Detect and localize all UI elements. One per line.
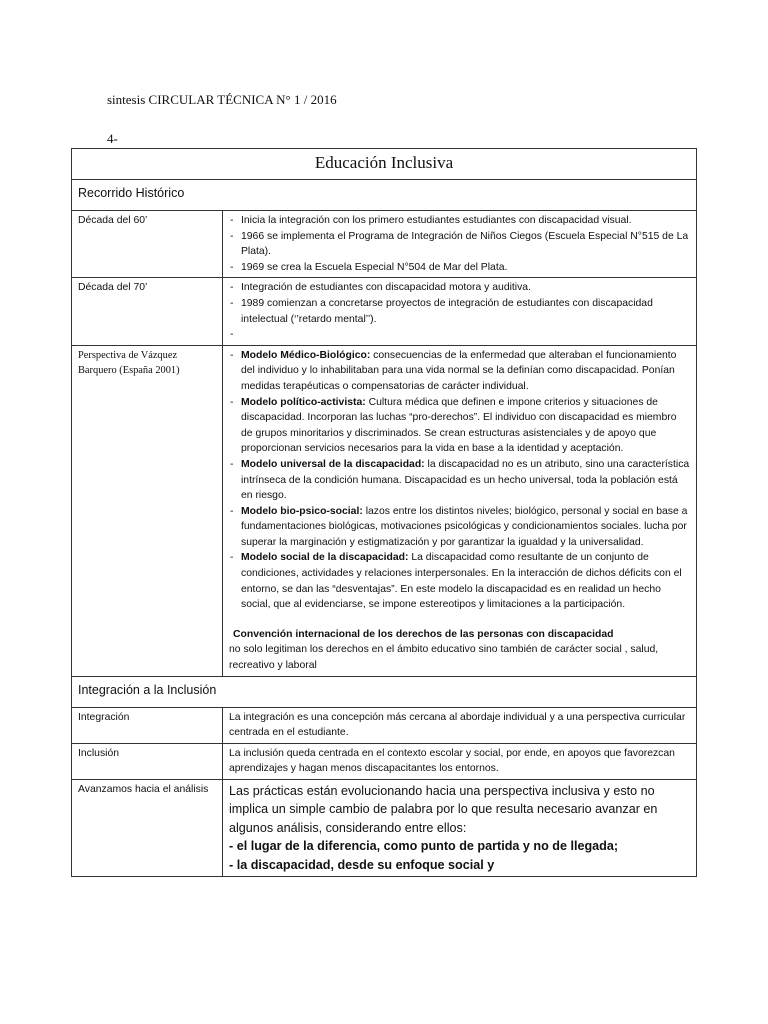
list-item	[229, 504, 690, 551]
row-label-decada-60: Década del 60’	[72, 211, 223, 278]
row-label-integracion: Integración	[72, 707, 223, 743]
table-row	[72, 780, 697, 877]
row-label-decada-70: Década del 70’	[72, 278, 223, 345]
model-name: Modelo bio-psico-social:	[241, 505, 363, 517]
list-item	[229, 457, 690, 504]
document-header: sintesis CIRCULAR TÉCNICA N° 1 / 2016	[107, 92, 337, 107]
list-item	[229, 550, 690, 612]
row-label-analisis: Avanzamos hacia el análisis	[72, 780, 223, 877]
model-description: La discapacidad como resultante de un conjunto de condiciones, actividades y relaciones interpersonales. En la interacción de dichos déficits con el entorno, se dan las “desventajas”. En este modelo la discapacidad es en realidad un hecho social, que al evidenciarse, se impone estereotipos y limitaciones a la participación.	[241, 552, 682, 611]
model-description: la discapacidad no es un atributo, sino una característica intrínseca de la condición humana. Discapacidad es un hecho universal, toda la población está en riesgo.	[241, 458, 690, 502]
row-label-inclusion: Inclusión	[72, 743, 223, 779]
table-title: Educación Inclusiva	[72, 149, 697, 180]
list-item: - Integración de estudiantes con discapacidad motora y auditiva.	[229, 280, 690, 296]
inclusive-education-table	[71, 148, 697, 877]
analysis-line: - el lugar de la diferencia, como punto de partida y no de llegada;	[229, 839, 619, 854]
list-item: - 1966 se implementa el Programa de Integración de Niños Ciegos (Escuela Especial N°515 de La Plata).	[229, 229, 690, 260]
table-row	[72, 707, 697, 743]
table-row	[72, 743, 697, 779]
list-item	[229, 327, 690, 343]
model-name: Modelo político-activista:	[241, 396, 366, 408]
row-content-decada-70	[223, 278, 697, 345]
row-content-analisis	[223, 780, 697, 877]
section-heading-inclusion: Integración a la Inclusión	[72, 676, 697, 707]
model-description: consecuencias de la enfermedad que alteraban el funcionamiento del individuo y lo inhabilitaban para una vida normal se la definían como discapacidad. Ponían medidas terapéuticas o compensatorias de carácter individual.	[241, 349, 677, 392]
section-number: 4-	[107, 131, 118, 146]
list-item: - 1989 comienzan a concretarse proyectos de integración de estudiantes con discapacidad intelectual (‘’retardo mental’’).	[229, 296, 690, 327]
table-row	[72, 345, 697, 676]
convention-title: Convención internacional de los derechos de las personas con discapacidad	[233, 628, 614, 640]
row-content-decada-60	[223, 211, 697, 278]
row-content-inclusion: La inclusión queda centrada en el contexto escolar y social, por ende, en apoyos que favorezcan aprendizajes y hagan menos discapacitantes los entornos.	[223, 743, 697, 779]
list-item: - 1969 se crea la Escuela Especial N°504 de Mar del Plata.	[229, 260, 690, 276]
list-item	[229, 395, 690, 457]
model-description: lazos entre los distintos niveles; biológico, personal y social en base a fundamentaciones biológicas, motivaciones psicológicas y condicionamientos sociales. lucha por superar la marginación y estigmatización y por garantizar la igualdad y la universalidad.	[241, 505, 688, 548]
table-row	[72, 211, 697, 278]
list-item	[229, 348, 690, 395]
model-name: Modelo social de la discapacidad:	[241, 552, 409, 564]
analysis-line: - la discapacidad, desde su enfoque social y	[229, 857, 495, 872]
convention-text: no solo legitiman los derechos en el ámbito educativo sino también de carácter social , salud, recreativo y laboral	[229, 644, 659, 672]
table-title-row	[72, 149, 697, 180]
row-label-vazquez: Perspectiva de Vázquez Barquero (España 2001)	[72, 345, 223, 676]
model-description: Cultura médica que definen e impone criterios y situaciones de discapacidad. Incorporan las luchas “pro-derechos”. El individuo con discapacidad es miembro de grupos minoritarios y discriminados. Se crean estructuras asistenciales y de apoyo que proporcionan servicios necesarios para la vida en base a la identidad y aceptación.	[241, 396, 677, 455]
section-heading-historico: Recorrido Histórico	[72, 180, 697, 211]
list-item: - Inicia la integración con los primero estudiantes estudiantes con discapacidad visual.	[229, 213, 690, 229]
analysis-text: Las prácticas están evolucionando hacia una perspectiva inclusiva y esto no implica un simple cambio de palabra por lo que resulta necesario avanzar en algunos análisis, considerando entre ellos:	[229, 784, 658, 835]
model-name: Modelo Médico-Biológico:	[241, 349, 371, 361]
table-row	[72, 278, 697, 345]
row-content-integracion: La integración es una concepción más cercana al abordaje individual y a una perspectiva curricular centrada en el estudiante.	[223, 707, 697, 743]
row-content-vazquez	[223, 345, 697, 676]
section-row-inclusion	[72, 676, 697, 707]
section-row-historico	[72, 180, 697, 211]
model-name: Modelo universal de la discapacidad:	[241, 458, 425, 470]
